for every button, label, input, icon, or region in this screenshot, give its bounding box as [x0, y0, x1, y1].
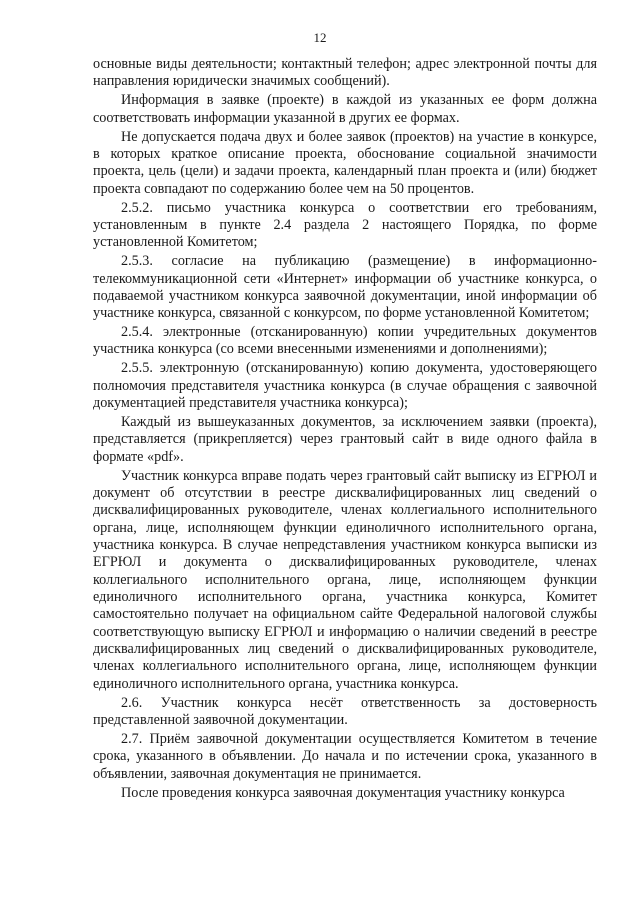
paragraph-2-5-2: 2.5.2. письмо участника конкурса о соответствии его требованиям, установленным в пункте 2.4 раздела 2 настоящего Порядка, по форме установленной Комитетом;: [93, 199, 597, 251]
paragraph-egrul-extract: Участник конкурса вправе подать через грантовый сайт выписку из ЕГРЮЛ и документ об отсутствии в реестре дисквалифицированных лиц сведений о дисквалифицированных руководителе, членах коллегиального исполнительного органа, лице, исполняющем функции единоличного исполнительного органа, участника конкурса. В случае непредставления участником конкурса выписки из ЕГРЮЛ и документа о дисквалифицированных руководителе, членах коллегиального исполнительного органа, лице, исполняющем функции единоличного исполнительного органа, участника конкурса, Комитет самостоятельно получает на официальном сайте Федеральной налоговой службы соответствующую выписку ЕГРЮЛ и информацию о наличии сведений в реестре дисквалифицированных лиц сведений о дисквалифицированных руководителе, членах коллегиального исполнительного органа, лице, исполняющем функции единоличного исполнительного органа, участника конкурса.: [93, 467, 597, 692]
paragraph-after-contest: После проведения конкурса заявочная документация участнику конкурса: [121, 784, 565, 801]
paragraph-form-consistency: Информация в заявке (проекте) в каждой из указанных ее форм должна соответствовать информации указанной в других ее формах.: [93, 92, 597, 126]
paragraph-pdf-format: Каждый из вышеуказанных документов, за исключением заявки (проекта), представляется (прикрепляется) через грантовый сайт в виде одного файла в формате «pdf».: [93, 414, 597, 465]
paragraph-2-5-5: 2.5.5. электронную (отсканированную) копию документа, удостоверяющего полномочия представителя участника конкурса (в случае обращения с заявочной документацией представителя участника конкурса);: [93, 360, 597, 412]
paragraph-continuation: основные виды деятельности; контактный телефон; адрес электронной почты для направления юридически значимых сообщений).: [93, 56, 597, 90]
document-body: [93, 56, 597, 804]
paragraph-duplicate-applications: Не допускается подача двух и более заявок (проектов) на участие в конкурсе, в которых краткое описание проекта, обоснование социальной значимости проекта, цель (цели) и задачи проекта, календарный план проекта и (или) бюджет проекта совпадают по содержанию более чем на 50 процентов.: [93, 128, 597, 197]
page-number: 12: [313, 30, 327, 45]
paragraph-2-6: 2.6. Участник конкурса несёт ответственность за достоверность представленной заявочной документации.: [93, 694, 597, 729]
paragraph-2-7: 2.7. Приём заявочной документации осуществляется Комитетом в течение срока, указанного в объявлении. До начала и по истечении срока, указанного в объявлении, заявочная документация не принимается.: [93, 731, 597, 782]
paragraph-2-5-4: 2.5.4. электронные (отсканированную) копии учредительных документов участника конкурса (со всеми внесенными изменениями и дополнениями);: [93, 324, 597, 358]
paragraph-2-5-3: 2.5.3. согласие на публикацию (размещение) в информационно-телекоммуникационной сети «Интернет» информации об участнике конкурса, о подаваемой участником конкурса заявочной документации, иной информации об участнике конкурса, связанной с конкурсом, по форме установленной Комитетом;: [93, 253, 597, 322]
